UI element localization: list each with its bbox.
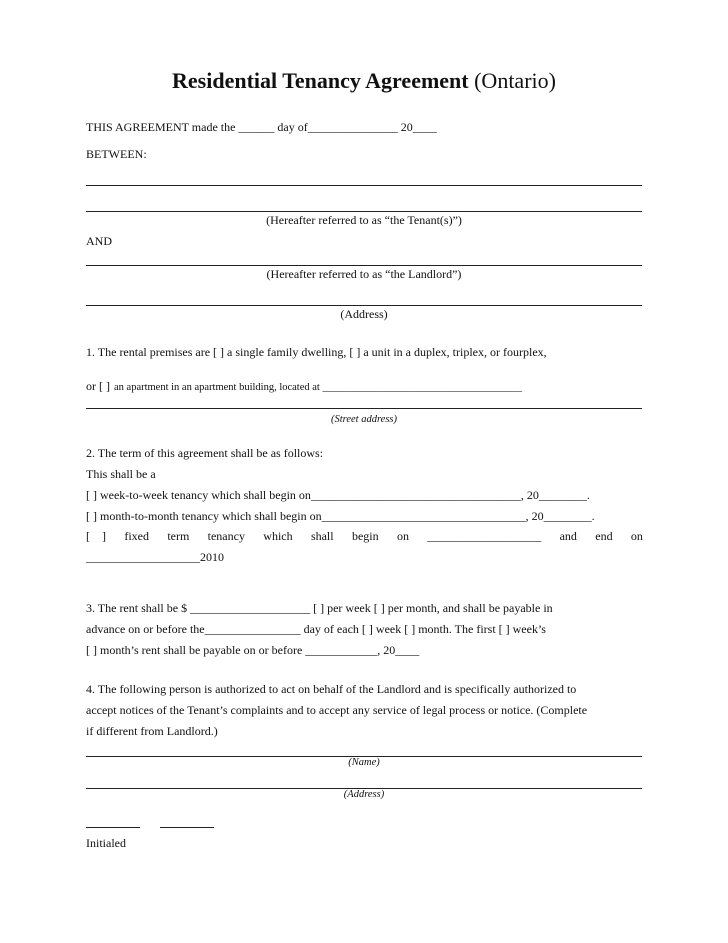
- street-address-line: [86, 408, 642, 409]
- and-label: AND: [86, 234, 112, 248]
- tenant-caption: (Hereafter referred to as “the Tenant(s)”): [266, 213, 462, 227]
- fixed-term-word: ___________________: [427, 529, 542, 543]
- fixed-term-word: on: [630, 529, 643, 543]
- fixed-term-word: tenancy: [207, 529, 245, 543]
- authorized-name-caption: (Name): [348, 757, 380, 768]
- clause-2-end-year: ___________________2010: [86, 550, 224, 564]
- clause-4-line-1: 4. The following person is authorized to act on behalf of the Landlord and is specifically authorized to: [86, 682, 577, 696]
- clause-1-or-box: or [ ]: [86, 379, 110, 393]
- clause-2-fixed-term: [86, 529, 643, 543]
- clause-4-line-3: if different from Landlord.): [86, 724, 218, 738]
- fixed-term-word: on: [396, 529, 409, 543]
- clause-3-line-1: 3. The rent shall be $ ____________________ [ ] per week [ ] per month, and shall be payable in: [86, 601, 553, 615]
- clause-1-apartment-text: an apartment in an apartment building, located at ______________________________________: [114, 382, 522, 393]
- fixed-term-word: [ ]: [86, 529, 106, 543]
- fixed-term-word: end: [595, 529, 613, 543]
- initial-line-1: [86, 827, 140, 828]
- page-title: [0, 67, 728, 95]
- clause-3-line-2: advance on or before the________________ day of each [ ] week [ ] month. The first [ ] week’s: [86, 622, 546, 636]
- clause-2-month-to-month: [ ] month-to-month tenancy which shall begin on__________________________________, 20________.: [86, 509, 595, 523]
- landlord-address-line: [86, 305, 642, 306]
- clause-2-week-to-week: [ ] week-to-week tenancy which shall begin on___________________________________, 20________.: [86, 488, 590, 502]
- initial-line-2: [160, 827, 214, 828]
- clause-1-line-2: [86, 377, 522, 395]
- fixed-term-word: term: [167, 529, 190, 543]
- fixed-term-word: and: [559, 529, 577, 543]
- title-bold: Residential Tenancy Agreement: [172, 68, 469, 93]
- between-label: BETWEEN:: [86, 147, 147, 161]
- fixed-term-word: begin: [351, 529, 379, 543]
- landlord-caption: (Hereafter referred to as “the Landlord”): [266, 267, 462, 281]
- clause-2-line-2: This shall be a: [86, 467, 156, 481]
- clause-3-line-3: [ ] month’s rent shall be payable on or before ____________, 20____: [86, 643, 420, 657]
- fixed-term-word: shall: [310, 529, 334, 543]
- authorized-address-caption: (Address): [343, 789, 385, 800]
- tenant-name-line-2: [86, 211, 642, 212]
- fixed-term-word: which: [263, 529, 293, 543]
- clause-2-line-1: 2. The term of this agreement shall be as follows:: [86, 446, 324, 460]
- landlord-name-line: [86, 265, 642, 266]
- clause-1-line-1: 1. The rental premises are [ ] a single family dwelling, [ ] a unit in a duplex, triplex, or fourplex,: [86, 345, 547, 359]
- clause-4-line-2: accept notices of the Tenant’s complaints and to accept any service of legal process or notice. (Complete: [86, 703, 588, 717]
- street-address-caption: (Street address): [331, 414, 397, 425]
- tenant-name-line-1: [86, 185, 642, 186]
- title-province: (Ontario): [474, 68, 556, 93]
- fixed-term-word: fixed: [124, 529, 149, 543]
- agreement-date-line: THIS AGREEMENT made the ______ day of_______________ 20____: [86, 120, 437, 134]
- initialed-label: Initialed: [86, 836, 126, 850]
- landlord-address-caption: (Address): [340, 307, 388, 321]
